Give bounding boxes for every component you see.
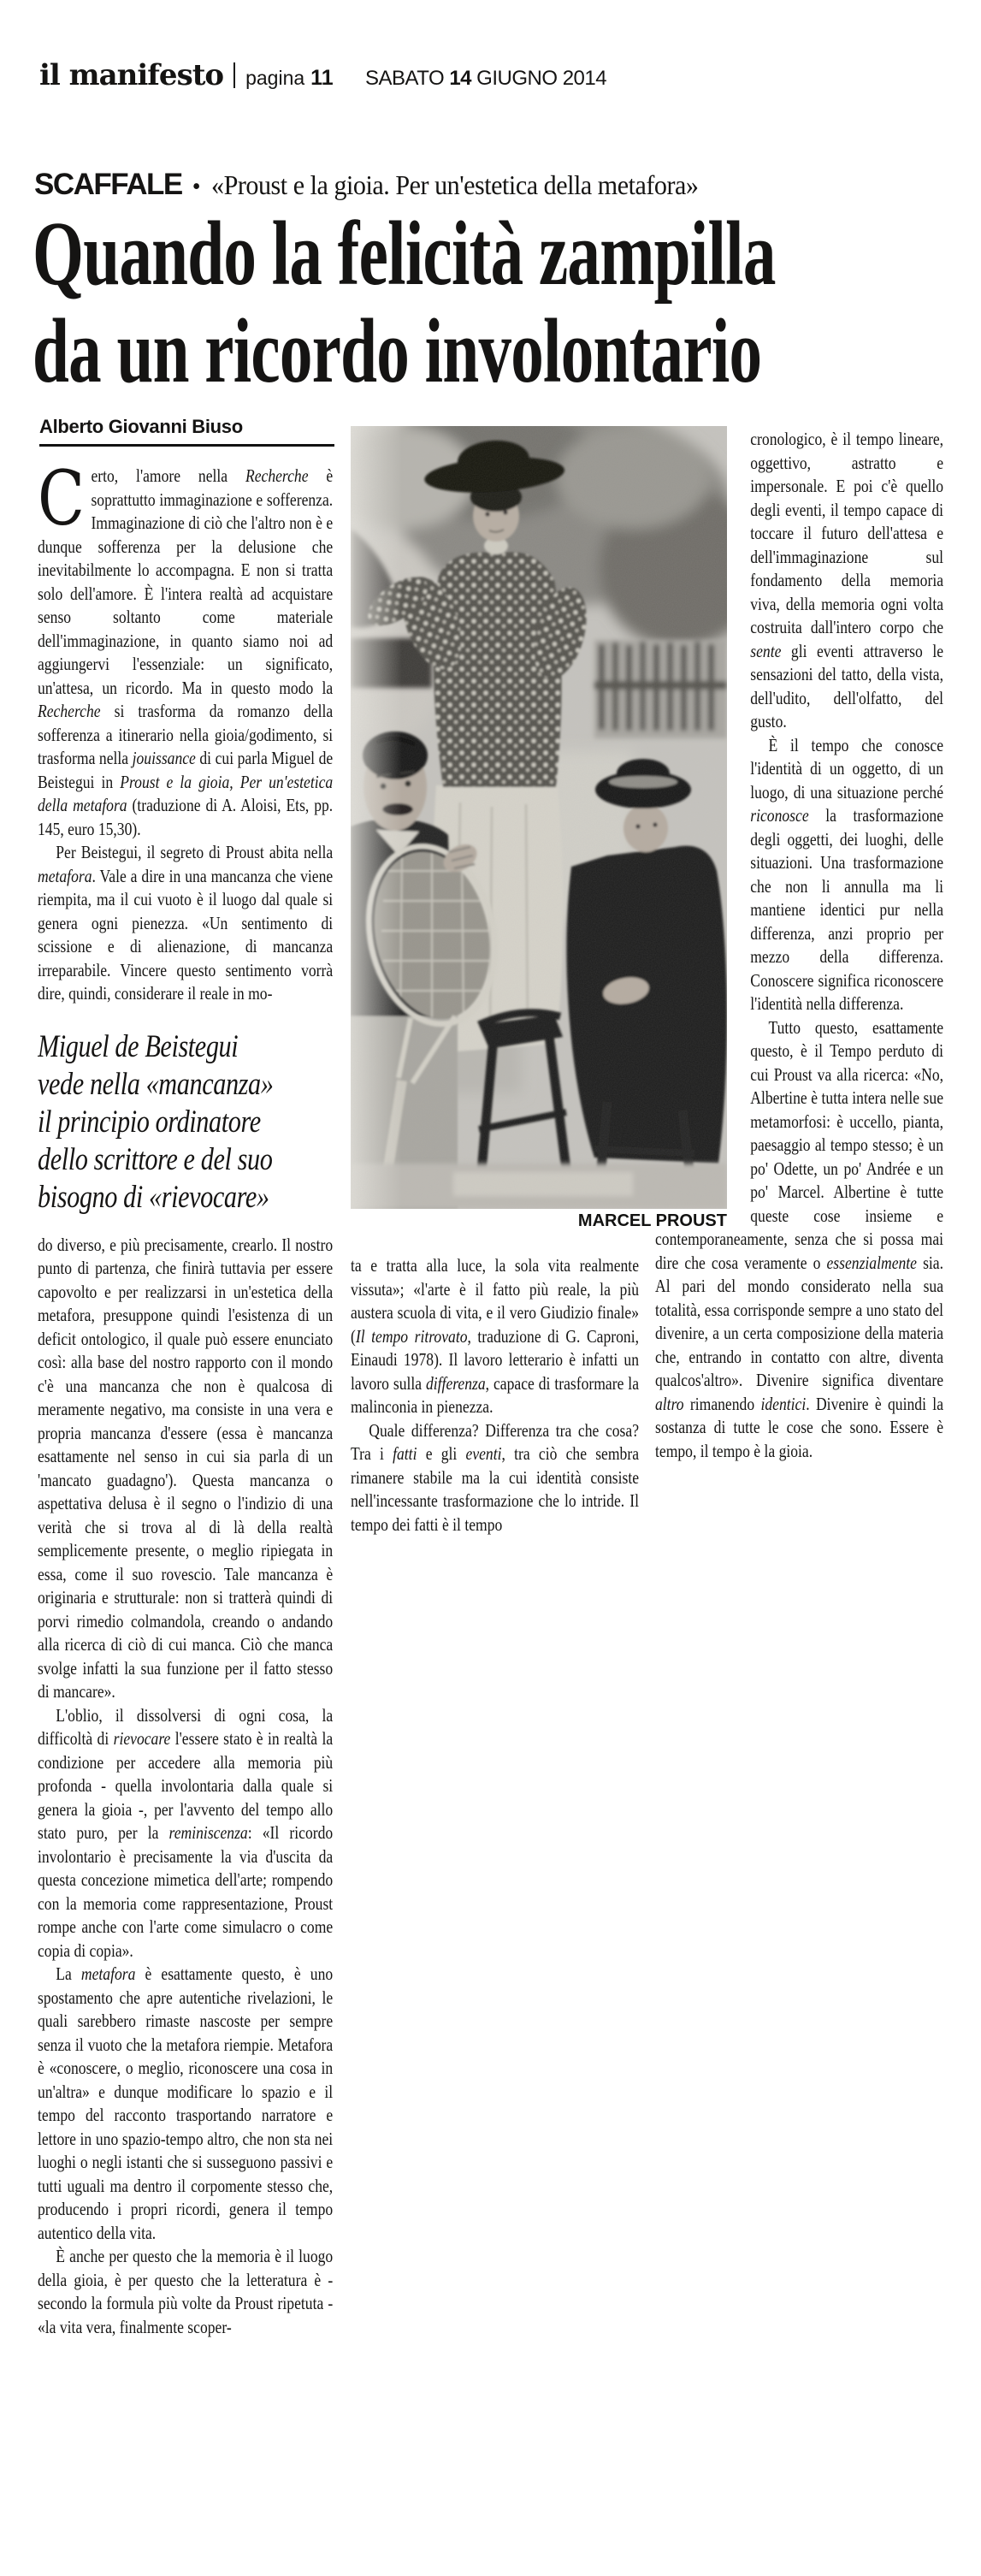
column1-paragraphs-top: [38, 465, 333, 1006]
byline: Alberto Giovanni Biuso: [39, 416, 243, 437]
masthead: [39, 58, 334, 92]
article-paragraph: Per Beistegui, il segreto di Proust abita nella metafora. Vale a dire in una mancanza che viene riempita, ma il cui vuoto è il luogo dal quale si genera ogni pienezza. «Un sentimento di scissione e di alienazione, di mancanza irreparabile. Vincere questo sentimento vorrà dire, quindi, considerare il reale in mo-: [38, 842, 334, 1004]
photo-runaround-spacer: [655, 428, 750, 1208]
section-label: SCAFFALE: [34, 168, 182, 201]
article-paragraph: È anche per questo che la memoria è il luogo della gioia, è per questo che la letteratura è - secondo la formula più volte da Proust ripetuta - «la vita vera, finalmente scoper-: [38, 2246, 334, 2337]
article-paragraph: Tutto questo, esattamente questo, è il Tempo perduto di cui Proust va alla ricerca: «No, Albertine è tutta intera nelle sue metamorfosi: è uccello, pianta, paesaggio al tempo stesso; è un po' Odette, un po' Andrée e un po' Marcel. Albertine è tutte queste cose insieme e contemporaneamente, senza che si possa mai dire che cosa veramente o essenzialmente sia. Al pari del mondo considerato nella sua totalità, essa corrisponde sempre a uno stato del divenire, a un certa composizione della materia che, entrando in contatto con altre, diventa qualcos'altro». Divenire significa diventare altro rimanendo identici. Divenire è quindi la sostanza di tutte le cose che sono. Essere è tempo, il tempo è la gioia.: [655, 1016, 944, 1461]
page-number: 11: [310, 66, 334, 90]
article-paragraph: cronologico, è il tempo lineare, oggettivo, astratto e impersonale. E poi c'è quello degli eventi, il tempo capace di toccare il futuro dell'attesa e dell'immaginazione sul fondamento della memoria viva, della memoria ogni volta costruita dall'intero corpo che sente gli eventi attraverso le sensazioni del tatto, della vista, dell'udito, dell'olfatto, del gusto.: [750, 429, 944, 731]
article-paragraph: È il tempo che conosce l'identità di un oggetto, di un luogo, di una situazione perché riconosce la trasformazione degli oggetti, dei luoghi, delle situazioni. Una trasformazione che non li annulla ma li mantiene identici pur nella differenza, anzi proprio per mezzo della differenza. Conoscere significa riconoscere l'identità nella differenza.: [750, 734, 944, 1014]
page-label: pagina: [245, 67, 305, 89]
headline-line-2: da un ricordo involontario: [33, 301, 762, 402]
article-paragraph: Certo, l'amore nella Recherche è soprattutto immaginazione e sofferenza. Immaginazione di ciò che l'altro non è e dunque sofferenza per la delusione che inevitabilmente lo accompagna. E non si tratta solo dell'amore. È l'intera realtà ad acquistare senso soltanto come materiale dell'immaginazione, in quanto siamo noi ad aggiungervi l'essenziale: un significato, un'attesa, un ricordo. Ma in questo modo la Recherche si trasforma da romanzo della sofferenza a itinerario nella gioia/godimento, si trasforma nella jouissance di cui parla Miguel de Beistegui in Proust e la gioia, Per un'estetica della metafora (traduzione di A. Aloisi, Ets, pp. 145, euro 15,30).: [38, 465, 334, 839]
headline-line-1: Quando la felicità zampilla: [33, 204, 776, 305]
article-column-1: [38, 465, 333, 2571]
article-paragraph: La metafora è esattamente questo, è uno spostamento che apre autentiche rivelazioni, le quali sarebbero rimaste nascoste per sempre senza il vuoto che la metafora riempie. Metafora è «conoscere, o meglio, riconoscere una cosa in un'altra» e dunque modificare lo spazio e il tempo del racconto trasportando narratore e lettore in uno spazio-tempo altro, che non sta nei luoghi o negli istanti che si susseguono passivi e tutti uguali ma dentro il corpomente stesso che, producendo i propri ricordi, genera il tempo autentico della vita.: [38, 1963, 334, 2243]
bullet-icon: •: [192, 174, 201, 200]
article-column-2: [351, 1254, 639, 1537]
byline-rule: [39, 444, 334, 447]
masthead-divider: [233, 62, 235, 88]
kicker-title: «Proust e la gioia. Per un'estetica della metafora»: [210, 169, 699, 200]
article-paragraph: do diverso, e più precisamente, crearlo. Il nostro punto di partenza, che finirà tuttavia per essere capovolto e per realizzarsi in un'estetica della metafora, presuppone quindi l'esistenza di un deficit ontologico, il quale può essere enunciato così: alla base del nostro rapporto con il mondo c'è una mancanza che non è qualcosa di meramente negativo, ma consiste in una vera e propria mancanza d'essere (essa è mancanza esattamente nel senso in cui sia parla di un 'mancato guadagno'). Questa mancanza o aspettativa delusa è il segno o l'indizio di una verità che si trova al di là della realtà semplicemente presente, o meglio ripiegata in essa, come il suo rovescio. Tale mancanza è originaria e strutturale: non si tratterà quindi di porvi rimedio colmandola, creando o andando alla ricerca di ciò di cui manca. Ciò che manca svolge infatti la sua funzione per il fatto stesso di mancare».: [38, 1234, 334, 1702]
article-paragraph: Quale differenza? Differenza tra che cosa? Tra i fatti e gli eventi, tra ciò che sembra rimanere stabile ma la cui identità consiste nell'incessante trasformazione che lo intride. Il tempo dei fatti è il tempo: [351, 1419, 640, 1535]
kicker: [34, 168, 729, 202]
pull-quote: Miguel de Beistegui vede nella «mancanza» il principio ordinatore dello scrittore e del suo bisogno di «rievocare»: [38, 1028, 274, 1215]
issue-date: SABATO 14 GIUGNO 2014: [365, 67, 607, 90]
headline: [33, 205, 776, 400]
column2-paragraphs: [351, 1254, 639, 1537]
column1-paragraphs-bottom: [38, 1234, 333, 2340]
newspaper-brand: il manifesto: [39, 58, 224, 92]
article-paragraph: ta e tratta alla luce, la sola vita realmente vissuta»; «l'arte è il fatto più reale, la più austera scuola di vita, e il vero Giudizio finale» (Il tempo ritrovato, traduzione di G. Caproni, Einaudi 1978). Il lavoro letterario è infatti un lavoro sulla differenza, capace di trasformare la malinconia in pienezza.: [351, 1255, 640, 1417]
photo-caption: MARCEL PROUST: [577, 1211, 727, 1230]
article-column-3: [655, 428, 943, 1463]
article-paragraph: L'oblio, il dissolversi di ogni cosa, la difficoltà di rievocare l'essere stato è in realtà la condizione per accedere alla memoria più profonda - quella involontaria dalla quale si genera la gioia -, per l'avvento del tempo allo stato puro, per la reminiscenza: «Il ricordo involontario è precisamente la via d'uscita da questa concezione mimetica dell'arte; rompendo con la memoria come rappresentazione, Proust rompe anche con l'arte come simulacro o come copia di copia».: [38, 1704, 334, 1961]
